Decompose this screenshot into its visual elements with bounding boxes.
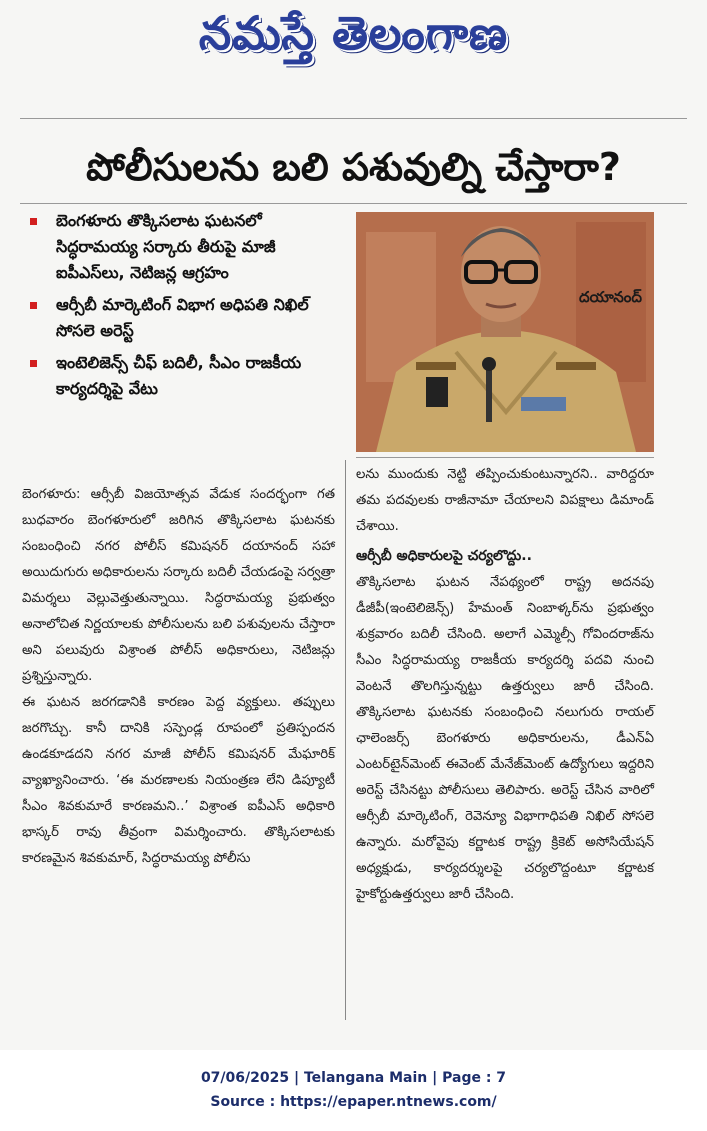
photo-caption: దయానంద్ <box>579 288 642 306</box>
article-column-2 <box>356 462 654 908</box>
bullet-square-icon <box>30 360 37 367</box>
highlight-text: ఆర్సీబీ మార్కెటింగ్ విభాగ అధిపతి నిఖిల్ సోసలె అరెస్ట్ <box>56 295 309 340</box>
officer-portrait-image <box>356 212 654 452</box>
highlight-text: బెంగళూరు తొక్కిసలాట ఘటనలో సిద్ధరామయ్య సర్కారు తీరుపై మాజీ ఐపీఎస్‌లు, నెటిజన్ల ఆగ్రహం <box>56 211 276 282</box>
source-link[interactable]: Source : https://epaper.ntnews.com/ <box>210 1094 497 1110</box>
article-column-1 <box>22 482 335 872</box>
article-paragraph: లను ముందుకు నెట్టి తప్పించుకుంటున్నారని.. వారిద్దరూ తమ పదవులకు రాజీనామా చేయాలని విపక్షాలు డిమాండ్ చేశాయి. <box>356 467 654 534</box>
divider <box>20 118 687 119</box>
divider <box>356 457 654 458</box>
edition-info: 07/06/2025 | Telangana Main | Page : 7 <box>200 1070 507 1086</box>
divider <box>20 203 687 204</box>
bullet-square-icon <box>30 302 37 309</box>
article-paragraph: ఈ ఘటన జరగడానికి కారణం పెద్ద వ్యక్తులు. తప్పులు జరగొచ్చు. కానీ దానికి సస్పెండ్ల రూపంలో ప్రతిస్పందన ఉండకూడదని నగర మాజీ పోలీస్ కమిషనర్ మేఘారిక్ వ్యాఖ్యానించారు. ‘ఈ మరణాలకు నియంత్రణ లేని డిప్యూటీ సీఎం శివకుమారే కారణమని..’ విశ్రాంత ఐపీఎస్ అధికారి భాస్కర్ రావు తీవ్రంగా విమర్శించారు. తొక్కిసలాటకు కారణమైన శివకుమార్, సిద్ధరామయ్య పోలీసు <box>22 695 335 866</box>
highlight-text: ఇంటెలిజెన్స్ చీఫ్ బదిలీ, సీఎం రాజకీయ కార్యదర్శిపై వేటు <box>56 353 302 398</box>
headline: పోలీసులను బలి పశువుల్ని చేస్తారా? <box>86 145 621 189</box>
bullet-square-icon <box>30 218 37 225</box>
article-paragraph: తొక్కిసలాట ఘటన నేపథ్యంలో రాష్ట్ర అదనపు డీజీపీ(ఇంటెలిజెన్స్) హేమంత్ నింబాళ్కర్‌ను ప్రభుత్వం శుక్రవారం బదిలీ చేసింది. అలాగే ఎమ్మెల్సీ గోవిందరాజ్‌ను సీఎం సిద్ధరామయ్య రాజకీయ కార్యదర్శి పదవి నుంచి వెంటనే తొలగిస్తున్నట్టు ఉత్తర్వులు జారీ చేసింది. తొక్కిసలాట ఘటనకు సంబంధించి నలుగురు రాయల్ ఛాలెంజర్స్ బెంగళూరు అధికారులను, డీఎన్ఏ ఎంటర్‌టైన్‌మెంట్ ఈవెంట్ మేనేజ్‌మెంట్ ఉద్యోగులు ఇద్దరిని అరెస్ట్ చేసినట్టు పోలీసులు తెలిపారు. అరెస్ట్ చేసిన వారిలో ఆర్సీబీ మార్కెటింగ్, రెవెన్యూ విభాగాధిపతి నిఖిల్ సోసలె ఉన్నారు. మరోవైపు కర్ణాటక రాష్ట్ర క్రికెట్ అసోసియేషన్ అధ్యక్షుడు, కార్యదర్శులపై చర్యలొద్దంటూ కర్ణాటక హైకోర్టుఉత్తర్వులు జారీ చేసింది. <box>356 575 654 902</box>
news-photo <box>356 212 654 452</box>
masthead <box>0 0 707 80</box>
article-subheading: ఆర్సీబీ అధికారులపై చర్యలొద్దు.. <box>356 548 532 564</box>
highlight-item <box>26 350 344 402</box>
column-divider <box>345 460 346 1020</box>
highlight-item <box>26 292 344 344</box>
highlight-item <box>26 208 344 286</box>
article-paragraph: బెంగళూరు: ఆర్సీబీ విజయోత్సవ వేడుక సందర్భంగా గత బుధవారం బెంగళూరులో జరిగిన తొక్కిసలాట ఘటనకు సంబంధించి నగర పోలీస్ కమిషనర్ దయానంద్ సహా అయిదుగురు అధికారులను సర్కారు బదిలీ చేయడంపై సర్వత్రా విమర్శలు వెల్లువెత్తుతున్నాయి. సిద్ధరామయ్య ప్రభుత్వం అనాలోచిత నిర్ణయాలకు పోలీసులను బలి పశువులను చేస్తారా అని పలువురు విశ్రాంత పోలీస్ అధికారులు, నెటిజన్లు ప్రశ్నిస్తున్నారు. <box>22 487 335 684</box>
newspaper-logo: నమస్తే తెలంగాణ <box>198 6 509 60</box>
highlights-list <box>26 208 344 408</box>
